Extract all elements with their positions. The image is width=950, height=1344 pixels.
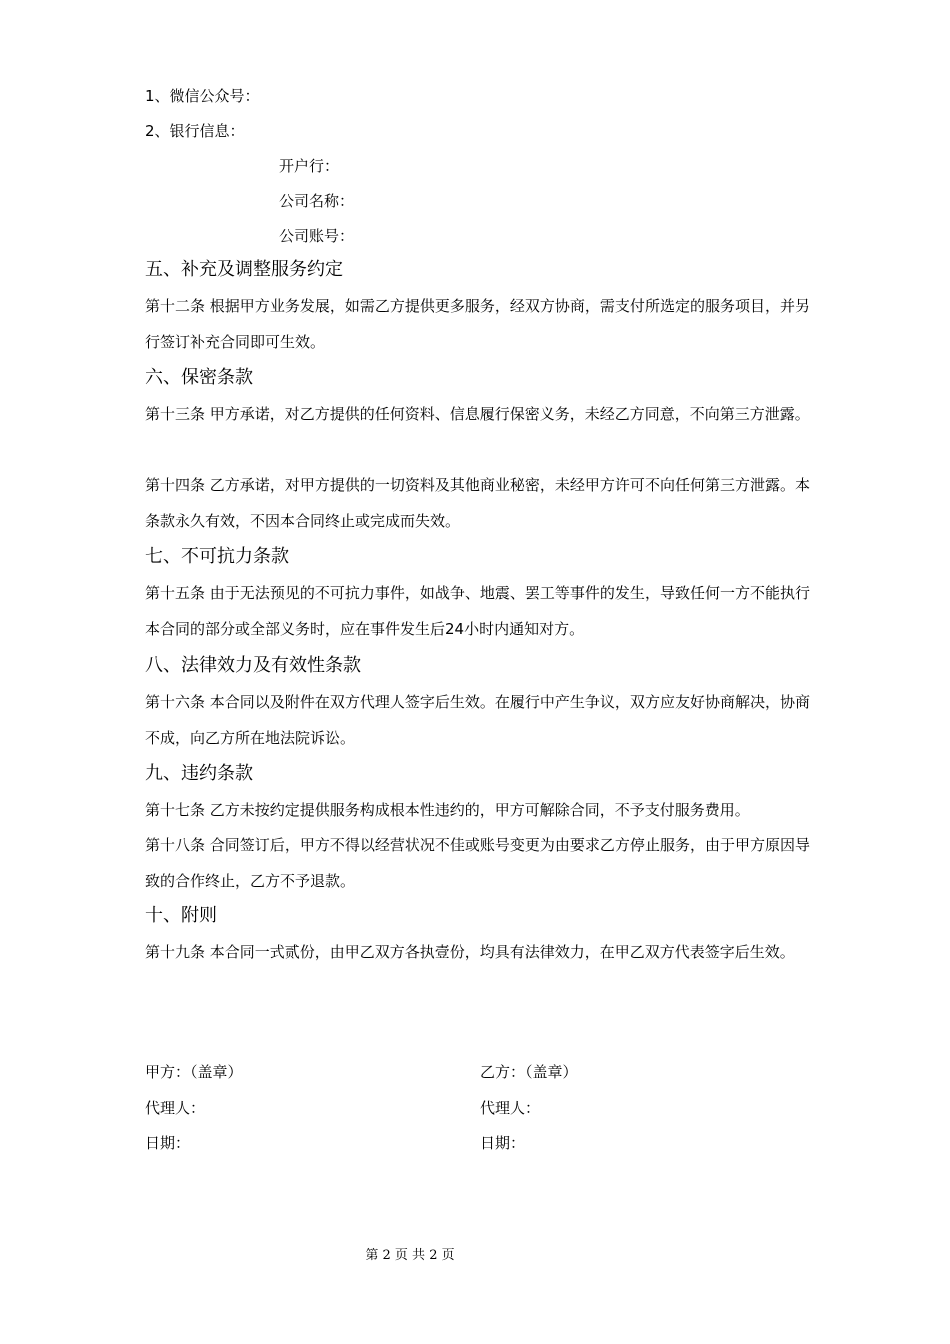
- article-19: 第十九条 本合同一式贰份，由甲乙双方各执壹份，均具有法律效力，在甲乙双方代表签字后生效。: [145, 943, 795, 961]
- article-13: 第十三条 甲方承诺，对乙方提供的任何资料、信息履行保密义务，未经乙方同意，不向第三方泄露。: [145, 405, 810, 423]
- party-a-agent: 代理人：: [145, 1099, 206, 1117]
- section-heading-6: 六、保密条款: [145, 367, 253, 388]
- page-number-footer: 第 2 页 共 2 页: [365, 1248, 455, 1263]
- article-14: 第十四条 乙方承诺，对甲方提供的一切资料及其他商业秘密，未经甲方许可不向任何第三方泄露。本条款永久有效，不因本合同终止或完成而失效。: [145, 476, 810, 530]
- company-name-label: 公司名称：: [279, 192, 355, 210]
- section-heading-5: 五、补充及调整服务约定: [145, 259, 343, 280]
- company-account-label: 公司账号：: [279, 227, 355, 245]
- party-a-seal: 甲方：（盖章）: [145, 1063, 243, 1081]
- section-heading-8: 八、法律效力及有效性条款: [145, 655, 361, 676]
- article-12: 第十二条 根据甲方业务发展，如需乙方提供更多服务，经双方协商，需支付所选定的服务项目，并另行签订补充合同即可生效。: [145, 297, 810, 351]
- article-18: 第十八条 合同签订后，甲方不得以经营状况不佳或账号变更为由要求乙方停止服务，由于甲方原因导致的合作终止，乙方不予退款。: [145, 836, 810, 890]
- party-a-date: 日期：: [145, 1134, 191, 1152]
- party-b-seal: 乙方：（盖章）: [480, 1063, 578, 1081]
- bank-name-label: 开户行：: [279, 157, 340, 175]
- article-15: 第十五条 由于无法预见的不可抗力事件，如战争、地震、罢工等事件的发生，导致任何一方不能执行本合同的部分或全部义务时，应在事件发生后24小时内通知对方。: [145, 584, 810, 638]
- section-heading-10: 十、附则: [145, 905, 217, 926]
- article-16: 第十六条 本合同以及附件在双方代理人签字后生效。在履行中产生争议，双方应友好协商解决，协商不成，向乙方所在地法院诉讼。: [145, 693, 810, 747]
- article-17: 第十七条 乙方未按约定提供服务构成根本性违约的，甲方可解除合同，不予支付服务费用。: [145, 801, 750, 819]
- wechat-label: 1、微信公众号：: [145, 87, 260, 105]
- party-b-date: 日期：: [480, 1134, 526, 1152]
- party-b-agent: 代理人：: [480, 1099, 541, 1117]
- section-heading-9: 九、违约条款: [145, 763, 253, 784]
- section-heading-7: 七、不可抗力条款: [145, 546, 289, 567]
- bank-info-label: 2、银行信息：: [145, 122, 245, 140]
